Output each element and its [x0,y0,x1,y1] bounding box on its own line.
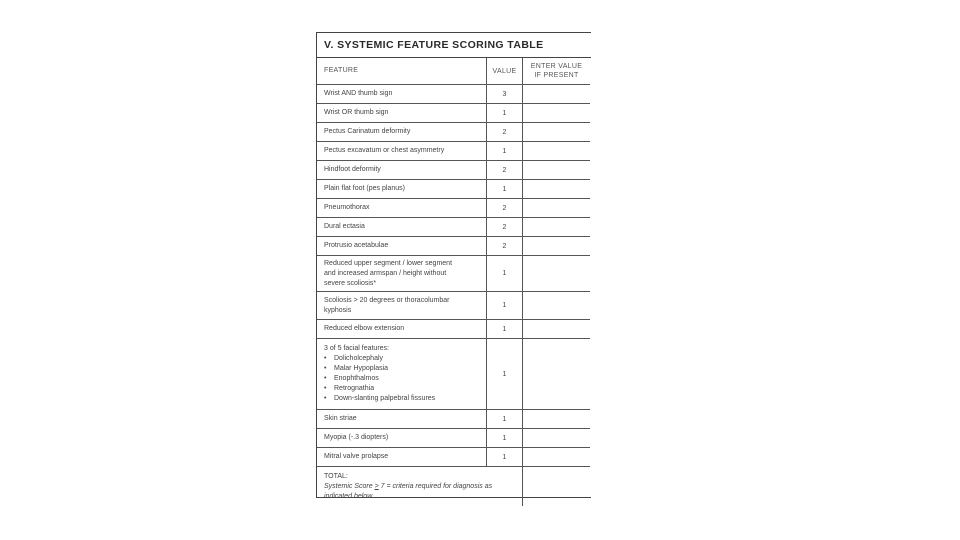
facial-features-heading: 3 of 5 facial features: [324,345,389,352]
enter-value-cell[interactable] [523,123,590,142]
enter-value-cell[interactable] [523,256,590,292]
total-enter-cell[interactable] [523,467,590,506]
facial-features-list [324,354,435,404]
scoring-table [316,32,591,498]
table-row-feature: Myopia (-.3 diopters) [317,429,487,448]
feature-line: Reduced upper segment / lower segment [324,259,453,267]
enter-value-cell[interactable] [523,104,590,123]
table-row-feature: Plain flat foot (pes planus) [317,180,487,199]
list-item: • Enophthalmos [324,375,379,382]
total-note: Systemic Score > 7 = criteria required for diagnosis as [324,483,493,490]
table-row-feature: Skin striae [317,410,487,429]
enter-value-cell[interactable] [523,218,590,237]
total-note-line2: indicated below [324,493,373,500]
enter-value-cell[interactable] [523,161,590,180]
feature-line: kyphosis [324,306,352,314]
enter-value-cell[interactable] [523,410,590,429]
table-row-value: 1 [487,410,523,429]
table-row-feature: Pectus excavatum or chest asymmetry [317,142,487,161]
list-item: • Dolicholcephaly [324,355,384,362]
table-row-feature: Reduced elbow extension [317,320,487,339]
table-row-value: 2 [487,218,523,237]
header-feature: FEATURE [317,58,487,85]
enter-value-cell[interactable] [523,292,590,320]
total-row [317,467,591,506]
header-enter-line1: ENTER VALUE [530,63,583,70]
table-row-feature: Mitral valve prolapse [317,448,487,467]
table-row-value: 2 [487,237,523,256]
bullet-icon: • [324,395,327,402]
feature-line: Scoliosis > 20 degrees or thoracolumbar [324,296,450,304]
table-row-value: 1 [487,104,523,123]
enter-value-cell[interactable] [523,320,590,339]
table-row-value: 1 [487,142,523,161]
enter-value-cell[interactable] [523,339,590,410]
bullet-icon: • [324,365,327,372]
table-row-value: 1 [487,339,523,410]
enter-value-cell[interactable] [523,237,590,256]
table-row-feature: Pneumothorax [317,199,487,218]
header-value: VALUE [487,58,523,85]
header-enter-line2: IF PRESENT [534,72,579,79]
table-row-value: 1 [487,256,523,292]
table-row-value: 2 [487,161,523,180]
bullet-icon: • [324,385,327,392]
enter-value-cell[interactable] [523,85,590,104]
total-label: TOTAL: [324,473,348,480]
enter-value-cell[interactable] [523,142,590,161]
table-row-value: 2 [487,199,523,218]
enter-value-cell[interactable] [523,448,590,467]
table-row-value: 3 [487,85,523,104]
header-enter-value [523,58,590,85]
list-item: • Down-slanting palpebral fissures [324,395,436,402]
table-row-feature [317,339,487,410]
section-title: V. SYSTEMIC FEATURE SCORING TABLE [317,33,591,58]
table-row-feature: Protrusio acetabulae [317,237,487,256]
table-row-feature: Pectus Carinatum deformity [317,123,487,142]
table-row-feature: Wrist AND thumb sign [317,85,487,104]
table-row-value: 1 [487,320,523,339]
table-row-feature: Hindfoot deformity [317,161,487,180]
table-row-feature [317,292,487,320]
table-row-value: 1 [487,429,523,448]
enter-value-cell[interactable] [523,429,590,448]
table-grid [317,58,591,467]
table-row-feature: Dural ectasia [317,218,487,237]
table-row-feature: Wrist OR thumb sign [317,104,487,123]
enter-value-cell[interactable] [523,199,590,218]
total-label-cell [317,467,523,506]
enter-value-cell[interactable] [523,180,590,199]
table-row-value: 1 [487,448,523,467]
bullet-icon: • [324,355,327,362]
feature-line: severe scoliosis* [324,279,377,287]
table-row-feature [317,256,487,292]
list-item: • Retrognathia [324,385,375,392]
list-item: • Malar Hypoplasia [324,365,389,372]
bullet-icon: • [324,375,327,382]
feature-line: and increased armspan / height without [324,269,447,277]
table-row-value: 1 [487,292,523,320]
table-row-value: 2 [487,123,523,142]
table-row-value: 1 [487,180,523,199]
